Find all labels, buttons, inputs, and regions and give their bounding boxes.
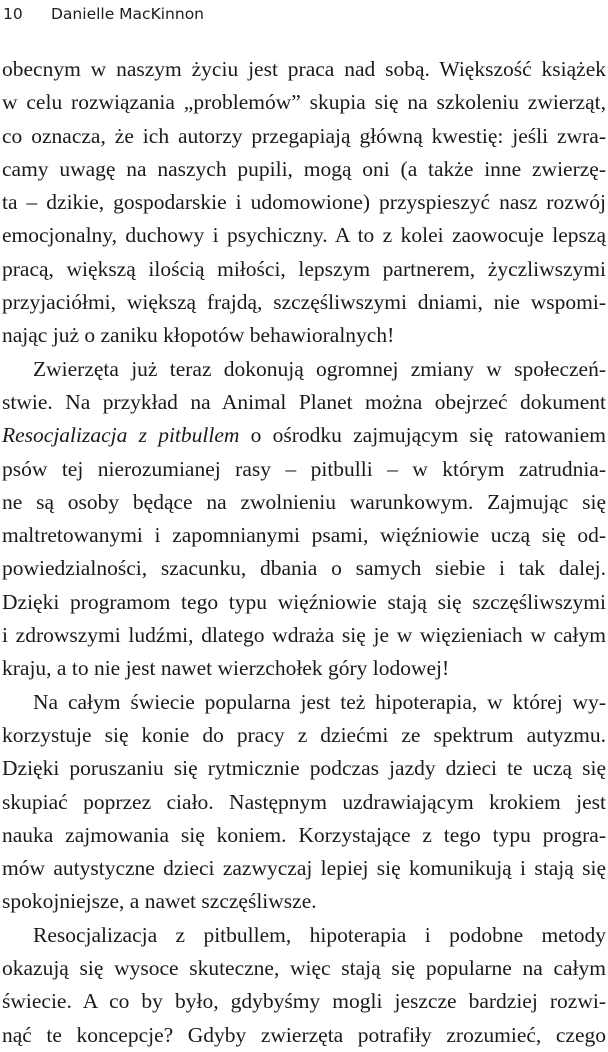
text-line: okazują się wysoce skuteczne, więc stają się popularne na całym <box>2 956 606 981</box>
text-line: kraju, a to nie jest nawet wierzchołek góry lodowej! <box>2 656 450 681</box>
text-span: o ośrodku zajmującym się ratowaniem <box>239 423 606 448</box>
text-line: maltretowanymi i zapomnianymi psami, więźniowie uczą się od- <box>2 523 606 548</box>
text-line: Dzięki programom tego typu więźniowie stają się szczęśliwszymi <box>2 589 606 614</box>
author-name: Danielle MacKinnon <box>51 5 204 23</box>
text-line: nauka zajmowania się koniem. Korzystające z tego typu progra- <box>2 822 606 847</box>
text-line: camy uwagę na naszych pupili, mogą oni (a także inne zwierzę- <box>2 156 606 181</box>
page-body <box>2 53 606 1052</box>
text-line: świecie. A co by było, gdybyśmy mogli jeszcze bardziej rozwi- <box>2 989 606 1014</box>
text-line: powiedzialności, szacunku, dbania o samych siebie i tak dalej. <box>2 556 606 581</box>
paragraph-start-line: Na całym świecie popularna jest też hipoterapia, w której wy- <box>33 689 606 714</box>
running-header <box>3 0 204 30</box>
text-line: stwie. Na przykład na Animal Planet można obejrzeć dokument <box>2 389 606 414</box>
documentary-title: Resocjalizacja z pitbullem <box>2 423 240 448</box>
paragraph-start-line: Resocjalizacja z pitbullem, hipoterapia i podobne metody <box>33 922 606 947</box>
text-line: ne są osoby będące na zwolnieniu warunkowym. Zajmując się <box>2 489 606 514</box>
text-line: skupiać poprzez ciało. Następnym uzdrawiającym krokiem jest <box>2 789 606 814</box>
text-line: Dzięki poruszaniu się rytmicznie podczas jazdy dzieci te uczą się <box>2 756 606 781</box>
text-line: pracą, większą ilością miłości, lepszym partnerem, życzliwszymi <box>2 256 606 281</box>
text-line <box>2 419 606 452</box>
text-line: i zdrowszymi ludźmi, dlatego wdraża się je w więzieniach w całym <box>2 623 606 648</box>
text-line: emocjonalny, duchowy i psychiczny. A to z kolei zaowocuje lepszą <box>2 223 606 248</box>
text-line: spokojniejsze, a nawet szczęśliwsze. <box>2 889 317 914</box>
text-line: przyjaciółmi, większą frajdą, szczęśliwszymi dniami, nie wspomi- <box>2 290 606 315</box>
text-line: psów tej nierozumianej rasy – pitbulli – w którym zatrudnia- <box>2 456 606 481</box>
page-number: 10 <box>3 5 23 23</box>
text-line: nając już o zaniku kłopotów behawioralnych! <box>2 323 395 348</box>
paragraph-start-line: Zwierzęta już teraz dokonują ogromnej zmiany w społeczeń- <box>33 356 606 381</box>
text-line: co oznacza, że ich autorzy przegapiają główną kwestię: jeśli zwra- <box>2 123 606 148</box>
text-line: ta – dzikie, gospodarskie i udomowione) przyspieszyć nasz rozwój <box>2 190 606 215</box>
text-line: korzystuje się konie do pracy z dziećmi ze spektrum autyzmu. <box>2 722 606 747</box>
text-line: obecnym w naszym życiu jest praca nad sobą. Większość książek <box>2 57 606 81</box>
text-line: mów autystyczne dzieci zazwyczaj lepiej się komunikują i stają się <box>2 856 606 881</box>
text-line: nąć te koncepcje? Gdyby zwierzęta potrafiły zrozumieć, czego <box>2 1022 606 1047</box>
text-line: w celu rozwiązania „problemów” skupia się na szkoleniu zwierząt, <box>2 90 606 115</box>
